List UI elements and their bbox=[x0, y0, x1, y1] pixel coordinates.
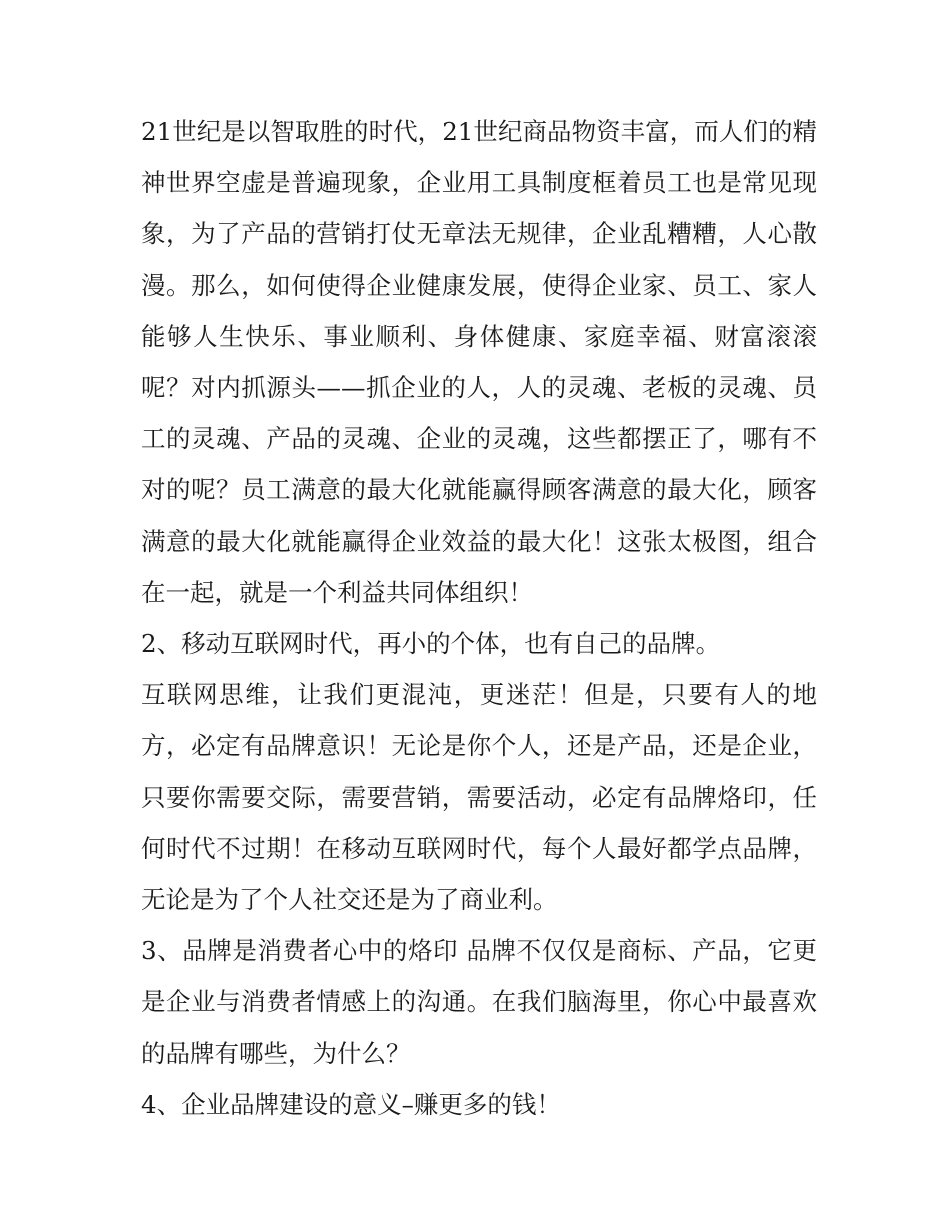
paragraph-point-3: 3、品牌是消费者心中的烙印 品牌不仅仅是商标、产品，它更是企业与消费者情感上的沟通。在我们脑海里，你心中最喜欢的品牌有哪些，为什么？ bbox=[141, 936, 817, 1068]
document-body bbox=[141, 106, 817, 1130]
paragraph-intro: 21世纪是以智取胜的时代，21世纪商品物资丰富，而人们的精神世界空虚是普遍现象，企业用工具制度框着员工也是常见现象，为了产品的营销打仗无章法无规律，企业乱糟糟，人心散漫。那么，如何使得企业健康发展，使得企业家、员工、家人能够人生快乐、事业顺利、身体健康、家庭幸福、财富滚滚呢？对内抓源头——抓企业的人，人的灵魂、老板的灵魂、员工的灵魂、产品的灵魂、企业的灵魂，这些都摆正了，哪有不对的呢？员工满意的最大化就能赢得顾客满意的最大化，顾客满意的最大化就能赢得企业效益的最大化！这张太极图，组合在一起，就是一个利益共同体组织！ bbox=[141, 117, 817, 607]
paragraph-point-2-body: 互联网思维，让我们更混沌，更迷茫！但是，只要有人的地方，必定有品牌意识！无论是你个人，还是产品，还是企业，只要你需要交际，需要营销，需要活动，必定有品牌烙印，任何时代不过期！在移动互联网时代，每个人最好都学点品牌，无论是为了个人社交还是为了商业利。 bbox=[141, 680, 817, 915]
paragraph-point-2-heading: 2、移动互联网时代，再小的个体，也有自己的品牌。 bbox=[141, 629, 721, 659]
paragraph-point-4: 4、企业品牌建设的意义–赚更多的钱！ bbox=[141, 1089, 561, 1119]
